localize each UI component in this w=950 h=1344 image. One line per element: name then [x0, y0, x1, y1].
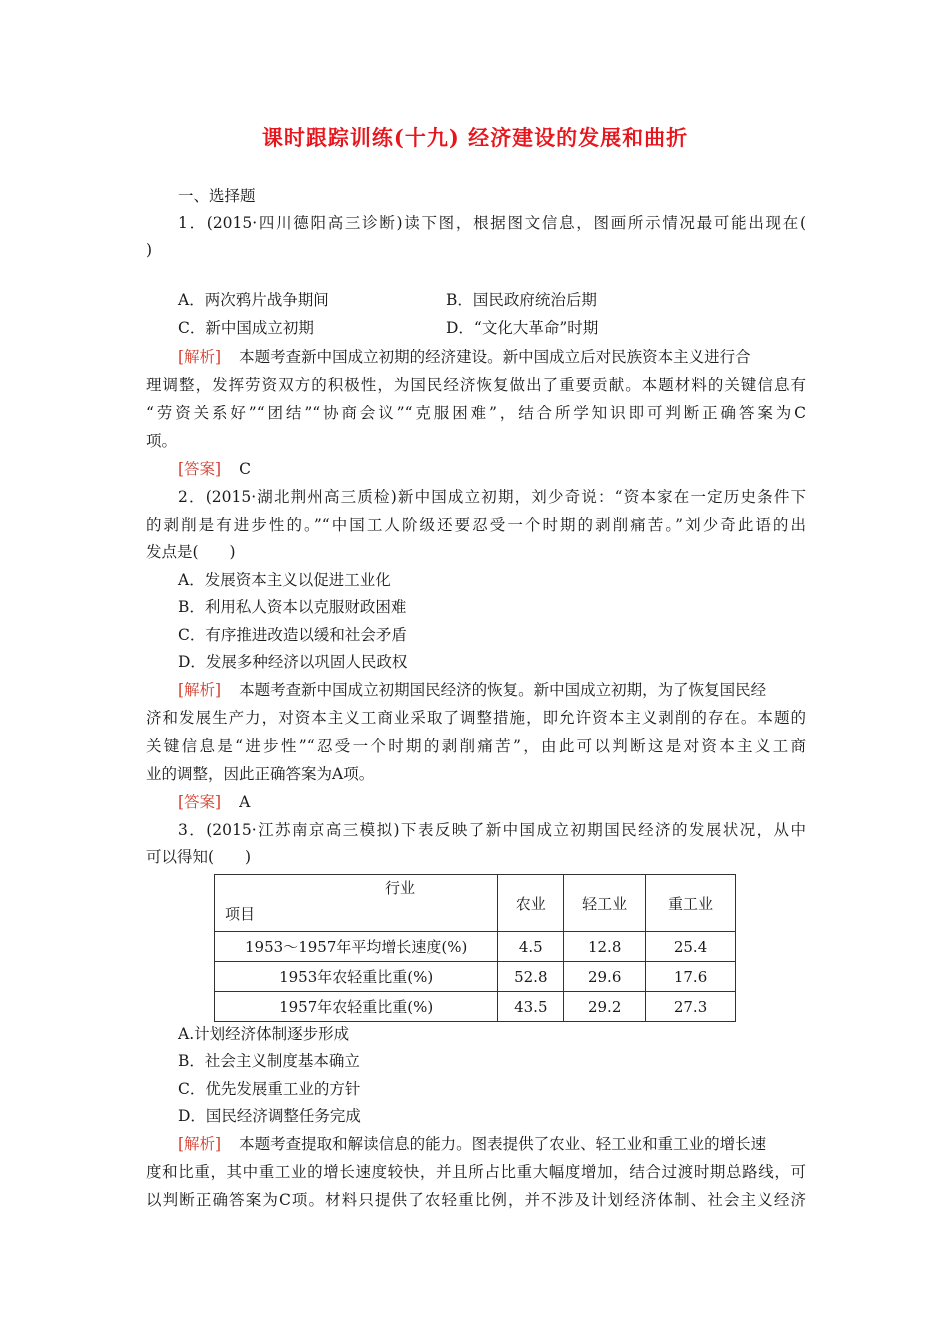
q1-option-b: B．国民政府统治后期 [446, 291, 597, 309]
q3-option-d: D．国民经济调整任务完成 [178, 1107, 361, 1125]
q3-stem-line2: 可以得知( ) [146, 848, 252, 866]
q2-analysis-tag: [解析] [178, 681, 222, 699]
table-cell: 12.8 [564, 932, 646, 962]
table-cell: 29.2 [564, 992, 646, 1022]
table-row-label: 1957年农轻重比重(%) [215, 992, 498, 1022]
table-column-header: 农业 [498, 875, 564, 932]
q3-stem-line1: 3．(2015·江苏南京高三模拟)下表反映了新中国成立初期国民经济的发展状况，从中 [178, 821, 806, 839]
table-corner-top: 行业 [385, 879, 416, 897]
table-cell: 29.6 [564, 962, 646, 992]
q1-option-a: A．两次鸦片战争期间 [178, 291, 329, 309]
q1-analysis-tag: [解析] [178, 348, 222, 366]
q2-answer-tag: [答案] [178, 793, 222, 811]
q1-option-c: C．新中国成立初期 [178, 319, 314, 337]
table-cell: 52.8 [498, 962, 564, 992]
q2-analysis-line4: 业的调整，因此正确答案为A项。 [146, 765, 375, 783]
table-row [215, 932, 736, 962]
table-row [215, 962, 736, 992]
q3-analysis-line1: [解析] 本题考查提取和解读信息的能力。图表提供了农业、轻工业和重工业的增长速 [178, 1135, 767, 1153]
q2-option-a: A．发展资本主义以促进工业化 [178, 571, 391, 589]
q2-stem-line2: 的剥削是有进步性的。”“中国工人阶级还要忍受一个时期的剥削痛苦。”刘少奇此语的出 [146, 516, 806, 534]
q3-analysis-tag: [解析] [178, 1135, 222, 1153]
table-row-label: 1953年农轻重比重(%) [215, 962, 498, 992]
data-table [214, 874, 736, 1022]
q1-analysis-line4: 项。 [146, 432, 178, 450]
table-corner-cell [215, 875, 498, 932]
q2-option-c: C．有序推进改造以缓和社会矛盾 [178, 626, 407, 644]
q1-analysis-line2: 理调整，发挥劳资双方的积极性，为国民经济恢复做出了重要贡献。本题材料的关键信息有 [146, 376, 806, 394]
q1-analysis-line3: “劳资关系好”“团结”“协商会议”“克服困难”，结合所学知识即可判断正确答案为C [146, 404, 806, 422]
q3-analysis-line3: 以判断正确答案为C项。材料只提供了农轻重比例，并不涉及计划经济体制、社会主义经济 [146, 1191, 806, 1209]
q2-option-d: D．发展多种经济以巩固人民政权 [178, 653, 408, 671]
table-cell: 17.6 [646, 962, 736, 992]
q3-option-a: A.计划经济体制逐步形成 [178, 1025, 350, 1043]
q1-answer-tag: [答案] [178, 460, 222, 478]
q2-analysis-line1: [解析] 本题考查新中国成立初期国民经济的恢复。新中国成立初期，为了恢复国民经 [178, 681, 767, 699]
q1-answer: [答案] C [178, 460, 251, 478]
table-cell: 25.4 [646, 932, 736, 962]
table-header-row [215, 875, 736, 932]
q1-option-d: D．“文化大革命”时期 [446, 319, 599, 337]
table-corner-bottom: 项目 [225, 905, 256, 923]
table-column-header: 轻工业 [564, 875, 646, 932]
q2-stem-line3: 发点是( ) [146, 543, 236, 561]
section-heading: 一、选择题 [178, 187, 256, 205]
q1-stem-line1: 1．(2015·四川德阳高三诊断)读下图，根据图文信息，图画所示情况最可能出现在( [178, 214, 806, 232]
q3-analysis-line2: 度和比重，其中重工业的增长速度较快，并且所占比重大幅度增加，结合过渡时期总路线，可 [146, 1163, 806, 1181]
table-cell: 27.3 [646, 992, 736, 1022]
q1-analysis-line1: [解析] 本题考查新中国成立初期的经济建设。新中国成立后对民族资本主义进行合 [178, 348, 751, 366]
q1-stem-line2: ) [146, 241, 153, 259]
q2-option-b: B．利用私人资本以克服财政困难 [178, 598, 407, 616]
q2-stem-line1: 2．(2015·湖北荆州高三质检)新中国成立初期，刘少奇说：“资本家在一定历史条件下 [178, 488, 806, 506]
q3-option-b: B．社会主义制度基本确立 [178, 1052, 360, 1070]
table-cell: 43.5 [498, 992, 564, 1022]
q2-analysis-line2: 济和发展生产力，对资本主义工商业采取了调整措施，即允许资本主义剥削的存在。本题的 [146, 709, 806, 727]
table-cell: 4.5 [498, 932, 564, 962]
q2-analysis-line3: 关键信息是“进步性”“忍受一个时期的剥削痛苦”，由此可以判断这是对资本主义工商 [146, 737, 806, 755]
q2-answer: [答案] A [178, 793, 251, 811]
table-column-header: 重工业 [646, 875, 736, 932]
table-row-label: 1953～1957年平均增长速度(%) [215, 932, 498, 962]
q3-option-c: C．优先发展重工业的方针 [178, 1080, 361, 1098]
page-title: 课时跟踪训练(十九) 经济建设的发展和曲折 [261, 125, 689, 150]
table-row [215, 992, 736, 1022]
